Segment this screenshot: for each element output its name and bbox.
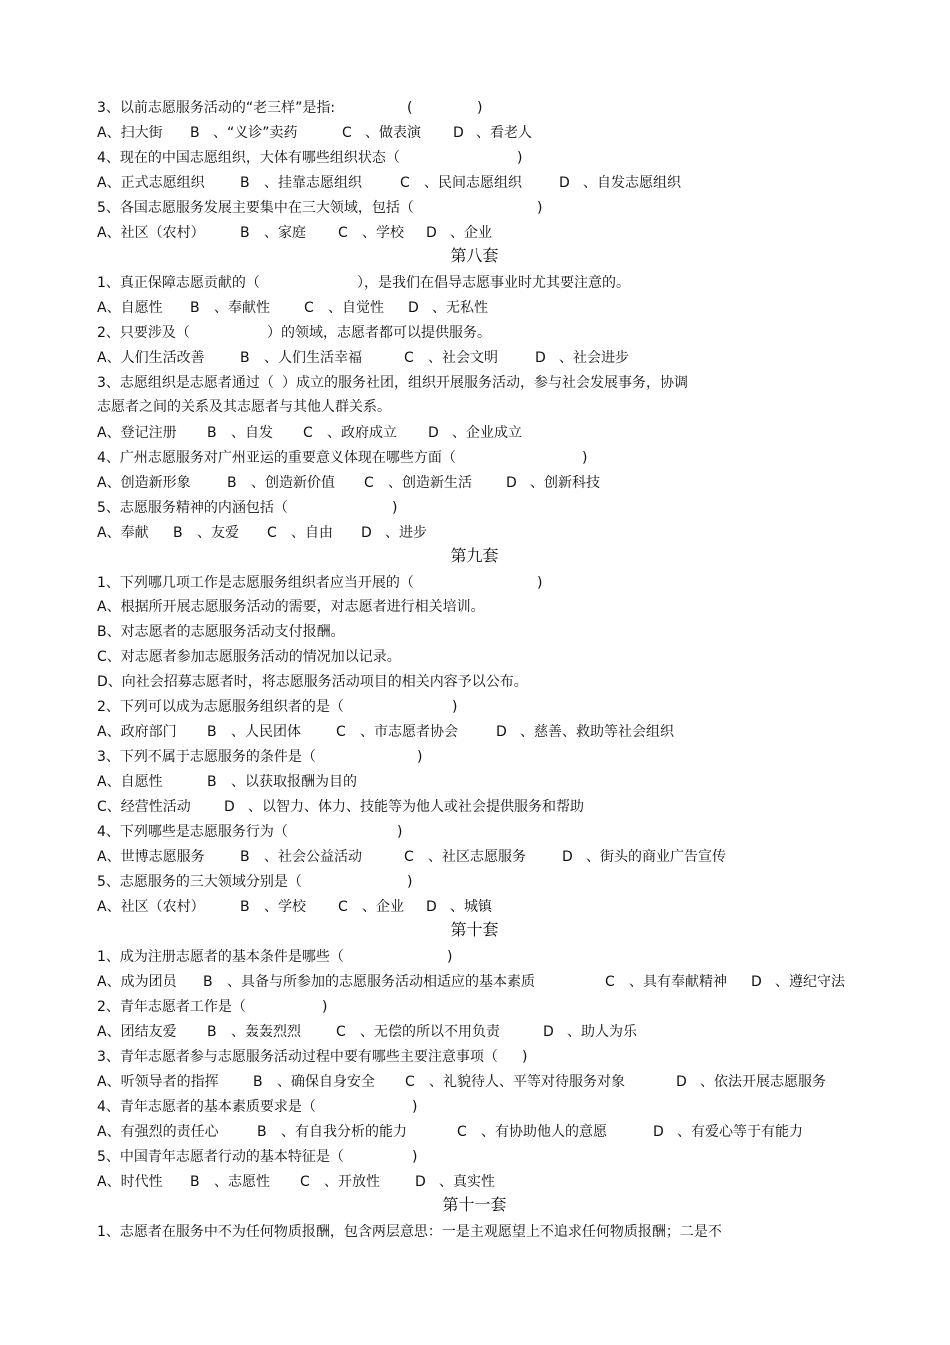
option-segment: D: [408, 300, 419, 316]
text-segment: 1、真正保障志愿贡献的（: [97, 275, 260, 291]
option-segment: B: [207, 724, 217, 740]
question-line: [97, 499, 877, 517]
option-segment: D: [562, 849, 573, 865]
option-segment: 、依法开展志愿服务: [700, 1074, 826, 1090]
text-segment: 5、中国青年志愿者行动的基本特征是（: [97, 1149, 344, 1165]
option-segment: A、社区（农村）: [97, 225, 205, 241]
text-segment: 2、下列可以成为志愿服务组织者的是（: [97, 699, 344, 715]
option-segment: D: [361, 525, 372, 541]
options-line: [97, 898, 877, 916]
option-segment: 、“义诊”卖药: [213, 125, 298, 141]
option-segment: C、经营性活动: [97, 799, 191, 815]
option-segment: C: [300, 1174, 310, 1190]
option-segment: A、社区（农村）: [97, 899, 205, 915]
option-segment: C: [342, 125, 352, 141]
option-segment: B: [207, 1024, 217, 1040]
option-segment: 、看老人: [476, 125, 532, 141]
options-line: [97, 723, 877, 741]
option-segment: 、创新科技: [530, 475, 600, 491]
text-segment: ): [477, 100, 483, 116]
text-segment: ): [537, 200, 543, 216]
option-segment: D: [559, 175, 570, 191]
options-line: [97, 124, 877, 142]
text-segment: A、根据所开展志愿服务活动的需要，对志愿者进行相关培训。: [97, 599, 485, 615]
option-segment: A、扫大街: [97, 125, 163, 141]
text-segment: ): [517, 150, 523, 166]
options-line: [97, 1173, 877, 1191]
options-line: [97, 798, 877, 816]
option-segment: 、慈善、救助等社会组织: [520, 724, 674, 740]
option-segment: D: [653, 1124, 664, 1140]
option-segment: C: [405, 1074, 415, 1090]
option-segment: 、企业: [450, 225, 492, 241]
text-segment: 4、下列哪些是志愿服务行为（: [97, 824, 288, 840]
option-segment: 、以智力、体力、技能等为他人或社会提供服务和帮助: [248, 799, 584, 815]
option-segment: 、市志愿者协会: [360, 724, 458, 740]
option-segment: 、创造新生活: [388, 475, 472, 491]
question-line: [97, 324, 877, 342]
options-line: [97, 299, 877, 317]
text-segment: ): [582, 450, 588, 466]
option-segment: 、奉献性: [214, 300, 270, 316]
section-heading: 第八套: [450, 246, 499, 265]
text-segment: ）成立的服务社团，组织开展服务活动，参与社会发展事务，协调: [282, 375, 688, 391]
option-segment: 、社会公益活动: [264, 849, 362, 865]
text-segment: 5、志愿服务精神的内涵包括（: [97, 500, 288, 516]
option-segment: 、人们生活幸福: [264, 350, 362, 366]
question-line: [97, 574, 877, 592]
option-segment: D: [428, 425, 439, 441]
text-segment: 志愿者之间的关系及其志愿者与其他人群关系。: [97, 399, 391, 415]
option-segment: 、助人为乐: [567, 1024, 637, 1040]
question-line: [97, 698, 877, 716]
option-segment: B: [240, 899, 250, 915]
option-segment: 、社会进步: [559, 350, 629, 366]
option-segment: D: [426, 225, 437, 241]
option-segment: 、无私性: [432, 300, 488, 316]
option-segment: 、友爱: [197, 525, 239, 541]
option-segment: 、学校: [264, 899, 306, 915]
option-segment: 、自觉性: [328, 300, 384, 316]
option-segment: 、城镇: [450, 899, 492, 915]
option-segment: A、成为团员: [97, 974, 177, 990]
option-segment: C: [303, 425, 313, 441]
option-segment: 、社区志愿服务: [428, 849, 526, 865]
option-segment: C: [605, 974, 615, 990]
question-line: [97, 149, 877, 167]
option-segment: C: [400, 175, 410, 191]
option-segment: 、有协助他人的意愿: [481, 1124, 607, 1140]
options-line: [97, 349, 877, 367]
option-segment: 、具备与所参加的志愿服务活动相适应的基本素质: [227, 974, 535, 990]
option-segment: C: [404, 849, 414, 865]
question-line: [97, 648, 877, 666]
option-segment: 、礼貌待人、平等对待服务对象: [429, 1074, 625, 1090]
text-segment: D、向社会招募志愿者时，将志愿服务活动项目的相关内容予以公布。: [97, 674, 528, 690]
option-segment: B: [203, 974, 213, 990]
options-line: [97, 1073, 877, 1091]
text-segment: 4、青年志愿者的基本素质要求是（: [97, 1099, 316, 1115]
option-segment: B: [173, 525, 183, 541]
option-segment: B: [257, 1124, 267, 1140]
option-segment: B: [240, 225, 250, 241]
option-segment: A、有强烈的责任心: [97, 1124, 219, 1140]
option-segment: 、企业成立: [452, 425, 522, 441]
text-segment: 2、只要涉及（: [97, 325, 190, 341]
option-segment: C: [457, 1124, 467, 1140]
option-segment: A、世博志愿服务: [97, 849, 205, 865]
option-segment: B: [207, 425, 217, 441]
text-segment: ): [447, 949, 453, 965]
option-segment: 、自发: [231, 425, 273, 441]
text-segment: ): [417, 749, 423, 765]
option-segment: D: [496, 724, 507, 740]
option-segment: 、企业: [362, 899, 404, 915]
option-segment: 、具有奉献精神: [629, 974, 727, 990]
option-segment: 、有自我分析的能力: [281, 1124, 407, 1140]
question-line: [97, 1223, 877, 1241]
question-line: [97, 449, 877, 467]
option-segment: 、无偿的所以不用负责: [360, 1024, 500, 1040]
option-segment: B: [207, 774, 217, 790]
question-line: [97, 998, 877, 1016]
text-segment: 3、志愿组织是志愿者通过（: [97, 375, 274, 391]
option-segment: 、有爱心等于有能力: [677, 1124, 803, 1140]
question-line: [97, 1098, 877, 1116]
option-segment: D: [415, 1174, 426, 1190]
option-segment: 、社会文明: [428, 350, 498, 366]
section-heading: 第十套: [450, 920, 499, 939]
text-segment: 1、下列哪几项工作是志愿服务组织者应当开展的（: [97, 575, 414, 591]
text-segment: ): [537, 575, 543, 591]
question-line: [97, 948, 877, 966]
option-segment: D: [751, 974, 762, 990]
options-line: [97, 524, 877, 542]
option-segment: B: [227, 475, 237, 491]
text-segment: ): [412, 1149, 418, 1165]
question-line: [97, 598, 877, 616]
option-segment: B: [240, 849, 250, 865]
option-segment: B: [190, 125, 200, 141]
question-line: [97, 748, 877, 766]
option-segment: 、创造新价值: [251, 475, 335, 491]
option-segment: A、政府部门: [97, 724, 177, 740]
option-segment: D: [676, 1074, 687, 1090]
text-segment: 3、下列不属于志愿服务的条件是（: [97, 749, 316, 765]
options-line: [97, 973, 877, 991]
option-segment: 、真实性: [439, 1174, 495, 1190]
options-line: [97, 1023, 877, 1041]
option-segment: B: [240, 350, 250, 366]
option-segment: B: [190, 300, 200, 316]
option-segment: C: [338, 899, 348, 915]
question-line: [97, 199, 877, 217]
text-segment: ): [392, 500, 398, 516]
option-segment: A、自愿性: [97, 300, 163, 316]
option-segment: B: [253, 1074, 263, 1090]
options-line: [97, 474, 877, 492]
option-segment: 、自由: [291, 525, 333, 541]
option-segment: 、民间志愿组织: [424, 175, 522, 191]
option-segment: D: [543, 1024, 554, 1040]
option-segment: D: [453, 125, 464, 141]
option-segment: A、团结友爱: [97, 1024, 177, 1040]
options-line: [97, 848, 877, 866]
text-segment: 1、成为注册志愿者的基本条件是哪些（: [97, 949, 344, 965]
option-segment: A、创造新形象: [97, 475, 191, 491]
option-segment: 、确保自身安全: [277, 1074, 375, 1090]
option-segment: 、学校: [362, 225, 404, 241]
option-segment: 、做表演: [365, 125, 421, 141]
question-line: [97, 623, 877, 641]
options-line: [97, 1123, 877, 1141]
option-segment: 、以获取报酬为目的: [231, 774, 357, 790]
text-segment: 3、青年志愿者参与志愿服务活动过程中要有哪些主要注意事项（: [97, 1049, 498, 1065]
text-segment: 3、以前志愿服务活动的“老三样”是指:: [97, 100, 336, 116]
text-segment: C、对志愿者参加志愿服务活动的情况加以记录。: [97, 649, 401, 665]
option-segment: B: [190, 1174, 200, 1190]
text-segment: B、对志愿者的志愿服务活动支付报酬。: [97, 624, 345, 640]
text-segment: ）的领域，志愿者都可以提供服务。: [267, 325, 491, 341]
option-segment: B: [240, 175, 250, 191]
option-segment: A、奉献: [97, 525, 149, 541]
option-segment: C: [267, 525, 277, 541]
option-segment: A、人们生活改善: [97, 350, 205, 366]
option-segment: C: [336, 724, 346, 740]
option-segment: D: [224, 799, 235, 815]
option-segment: D: [506, 475, 517, 491]
options-line: [97, 773, 877, 791]
section-heading: 第十一套: [442, 1195, 507, 1214]
option-segment: 、进步: [385, 525, 427, 541]
option-segment: 、挂靠志愿组织: [264, 175, 362, 191]
option-segment: A、登记注册: [97, 425, 177, 441]
text-segment: ): [412, 1099, 418, 1115]
option-segment: 、开放性: [324, 1174, 380, 1190]
option-segment: 、街头的商业广告宣传: [586, 849, 726, 865]
text-segment: 5、各国志愿服务发展主要集中在三大领域，包括（: [97, 200, 414, 216]
question-line: [97, 398, 877, 416]
option-segment: 、人民团体: [231, 724, 301, 740]
text-segment: ），是我们在倡导志愿事业时尤其要注意的。: [357, 275, 630, 291]
option-segment: D: [535, 350, 546, 366]
text-segment: 2、青年志愿者工作是（: [97, 999, 246, 1015]
text-segment: ): [322, 999, 328, 1015]
text-segment: ): [397, 824, 403, 840]
question-line: [97, 673, 877, 691]
option-segment: C: [304, 300, 314, 316]
option-segment: A、正式志愿组织: [97, 175, 205, 191]
option-segment: 、自发志愿组织: [583, 175, 681, 191]
text-segment: ): [452, 699, 458, 715]
option-segment: A、时代性: [97, 1174, 163, 1190]
text-segment: 4、广州志愿服务对广州亚运的重要意义体现在哪些方面（: [97, 450, 456, 466]
question-line: [97, 374, 877, 392]
text-segment: 4、现在的中国志愿组织，大体有哪些组织状态（: [97, 150, 400, 166]
option-segment: C: [364, 475, 374, 491]
option-segment: C: [404, 350, 414, 366]
question-line: [97, 1048, 877, 1066]
option-segment: 、家庭: [264, 225, 306, 241]
option-segment: 、志愿性: [214, 1174, 270, 1190]
option-segment: 、轰轰烈烈: [231, 1024, 301, 1040]
option-segment: D: [426, 899, 437, 915]
options-line: [97, 424, 877, 442]
option-segment: A、听领导者的指挥: [97, 1074, 219, 1090]
option-segment: C: [336, 1024, 346, 1040]
option-segment: A、自愿性: [97, 774, 163, 790]
text-segment: (: [407, 100, 413, 116]
text-segment: 1、志愿者在服务中不为任何物质报酬，包含两层意思：一是主观愿望上不追求任何物质报酬；二是不: [97, 1224, 722, 1240]
text-segment: ): [407, 874, 413, 890]
section-heading: 第九套: [450, 546, 499, 565]
text-segment: 5、志愿服务的三大领域分别是（: [97, 874, 302, 890]
option-segment: 、遵纪守法: [775, 974, 845, 990]
question-line: [97, 873, 877, 891]
option-segment: C: [338, 225, 348, 241]
question-line: [97, 823, 877, 841]
options-line: [97, 224, 877, 242]
question-line: [97, 99, 877, 117]
text-segment: ): [522, 1049, 528, 1065]
option-segment: 、政府成立: [327, 425, 397, 441]
options-line: [97, 174, 877, 192]
question-line: [97, 1148, 877, 1166]
question-line: [97, 274, 877, 292]
